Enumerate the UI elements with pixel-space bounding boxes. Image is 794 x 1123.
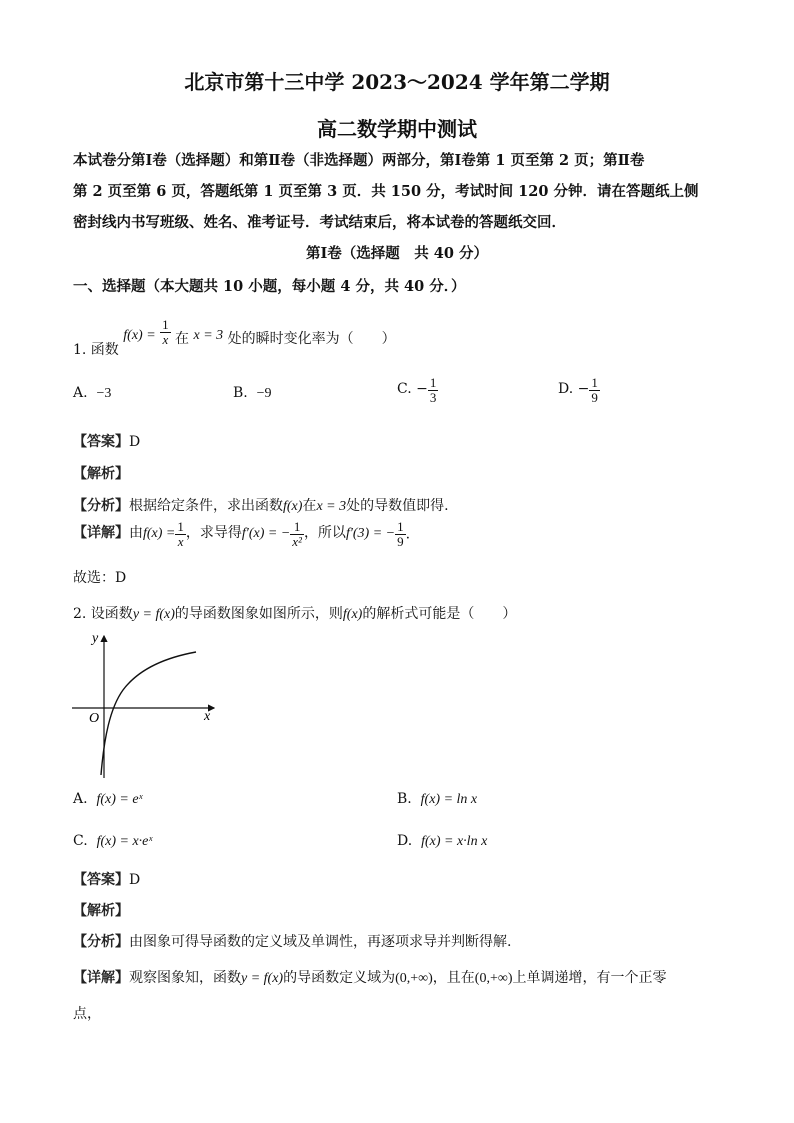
exam-title: 北京市第十三中学 2023～2024 学年第二学期: [184, 70, 610, 94]
question-2-stem: 2. 设函数y = f(x)的导函数图象如图所示，则f(x)的解析式可能是（ ）: [73, 606, 517, 622]
q1-option-c[interactable]: C. − $\frac{1}{3}$: [397, 375, 437, 405]
q2-answer: 【答案】D: [73, 872, 141, 888]
q2-option-b[interactable]: B. f(x) = ln x: [397, 791, 478, 807]
question-1-stem: 1. 函数 f(x) = $\frac{1}{x}$ 在 x = 3 处的瞬时变化率为（ ）: [73, 317, 396, 358]
derivative-curve: [101, 652, 196, 775]
graph-x-label: x: [204, 709, 211, 724]
graph-origin-label: O: [89, 711, 100, 726]
q2-fenxi: 【分析】由图象可得导函数的定义域及单调性，再逐项求导并判断得解.: [73, 934, 512, 950]
q2-detail-line-2: 点，: [73, 1006, 101, 1022]
q2-analysis-tag: 【解析】: [73, 903, 129, 919]
q2-option-d[interactable]: D. f(x) = x·ln x: [397, 833, 488, 849]
q2-option-c[interactable]: C. f(x) = x·eˣ: [73, 833, 153, 849]
q1-fenxi: 【分析】根据给定条件，求出函数f(x)在x = 3处的导数值即得.: [73, 498, 449, 514]
q1-fraction: $\frac{1}{x}$: [162, 317, 169, 347]
q2-detail: 【详解】观察图象知，函数y = f(x)的导函数定义域为(0,+∞)，且在(0,+∞)上单调递增，有一个正零: [73, 970, 667, 986]
intro-line-3: 密封线内书写班级、姓名、准考证号．考试结束后，将本试卷的答题纸交回．: [73, 214, 566, 231]
exam-subtitle: 高二数学期中测试: [317, 117, 477, 141]
q2-option-a[interactable]: A. f(x) = eˣ: [73, 791, 143, 807]
q1-analysis-tag: 【解析】: [73, 466, 129, 482]
graph-y-label: y: [92, 631, 99, 646]
section-heading: 第Ⅰ卷（选择题 共 40 分）: [305, 245, 489, 262]
part-heading: 一、选择题（本大题共 10 小题，每小题 4 分，共 40 分．）: [73, 278, 466, 295]
intro-line-2: 第 2 页至第 6 页，答题纸第 1 页至第 3 页．共 150 分，考试时间 120 分钟．请在答题纸上侧: [73, 183, 699, 200]
q1-option-a[interactable]: A. −3: [73, 385, 112, 401]
q1-point: x = 3: [193, 327, 224, 343]
q1-option-d[interactable]: D. − $\frac{1}{9}$: [558, 375, 598, 405]
q1-answer: 【答案】D: [73, 434, 141, 450]
q1-function: f(x) =: [123, 327, 156, 343]
q1-detail: 【详解】由f(x) = $\frac{1}{x}$ ，求导得f′(x) = − $\frac{1}{\text{x²}}$ ，所以f′(3) = − $\frac{1}{9}$ .: [73, 519, 411, 549]
intro-line-1: 本试卷分第Ⅰ卷（选择题）和第Ⅱ卷（非选择题）两部分，第Ⅰ卷第 1 页至第 2 页；第Ⅱ卷: [73, 152, 645, 169]
q1-choice: 故选：D: [73, 570, 127, 586]
derivative-graph: [68, 628, 220, 780]
q1-option-b[interactable]: B. −9: [233, 385, 272, 401]
